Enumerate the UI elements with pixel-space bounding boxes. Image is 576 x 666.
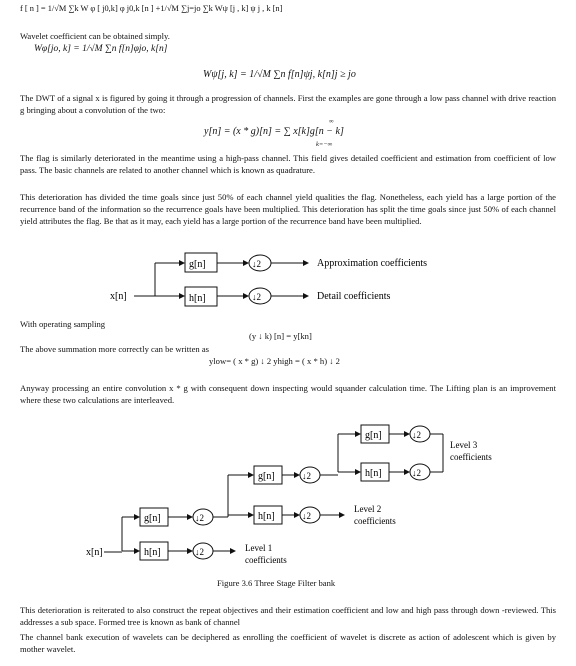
paragraph-wavelet-coefficient: Wavelet coefficient can be obtained simply. [20, 31, 170, 41]
paragraph-summation: The above summation more correctly can be written as [20, 344, 209, 354]
paragraph-lifting-plan: Anyway processing an entire convolution x * g with consequent down inspecting would squander calculation time. The Lifting plan is an improvement where these two calculations are interleaved. [20, 383, 556, 406]
stage2-downsample-high-label: ↓2 [302, 511, 311, 521]
stage1-downsample-low-label: ↓2 [195, 513, 204, 523]
stage2-g-filter-label: g[n] [258, 471, 275, 482]
level3-label-line2: coefficients [450, 452, 492, 462]
equation-w-psi: Wψ[j, k] = 1/√M ∑n f[n]ψj, k[n]j ≥ jo [203, 69, 356, 80]
figure-caption: Figure 3.6 Three Stage Filter bank [217, 578, 336, 588]
sum-lower-limit: k=−∞ [316, 141, 333, 148]
stage1-g-filter-label: g[n] [144, 513, 161, 524]
paragraph-channel-bank: The channel bank execution of wavelets can be deciphered as enrolling the coefficient of wavelet is discrete as action of adolescent which is given by mother wavelet. [20, 632, 556, 655]
paragraph-operating-sampling: With operating sampling [20, 319, 106, 329]
diagram1-h-filter-label: h[n] [189, 293, 206, 304]
level3-label-line1: Level 3 [450, 440, 478, 450]
level1-label-line1: Level 1 [245, 543, 273, 553]
stage3-downsample-high-label: ↓2 [412, 468, 421, 478]
stage2-h-filter-label: h[n] [258, 511, 275, 522]
level1-label-line2: coefficients [245, 555, 287, 565]
stage3-downsample-low-label: ↓2 [412, 430, 421, 440]
stage3-g-filter-label: g[n] [365, 430, 382, 441]
equation-w-phi: Wφ[jo, k] = 1/√M ∑n f[n]φjo, k[n] [34, 44, 168, 54]
filter-diagram-single-stage [0, 249, 576, 309]
three-stage-filter-bank [0, 420, 576, 600]
diagram1-input-label: x[n] [110, 291, 127, 302]
level2-label-line2: coefficients [354, 516, 396, 526]
stage1-h-filter-label: h[n] [144, 547, 161, 558]
equation-convolution: y[n] = (x * g)[n] = ∑ x[k]g[n − k] [204, 126, 344, 137]
sum-upper-limit: ∞ [329, 118, 334, 125]
diagram1-detail-label: Detail coefficients [317, 291, 391, 302]
diagram1-g-filter-label: g[n] [189, 259, 206, 270]
paragraph-reiterated: This deterioration is reiterated to also construct the repeat objectives and their estimation coefficient and low and high pass through down -reviewed. This addresses a sub space. Formed tree is known as bank of channel [20, 605, 556, 628]
header-formula: f [ n ] = 1/√M ∑k W φ [ j0,k] φ j0,k [n ] +1/√M ∑j=jo ∑k Wψ [j , k] ψ j , k [n] [20, 4, 283, 13]
paragraph-high-pass: The flag is similarly deteriorated in the meantime using a high-pass channel. This field gives detailed coefficient and estimation from coefficient of low pass. The basic channels are related to another channel which is known as quadrature. [20, 153, 556, 176]
stage1-downsample-high-label: ↓2 [195, 547, 204, 557]
equation-y-low-high: ylow= ( x * g) ↓ 2 yhigh = ( x * h) ↓ 2 [209, 356, 340, 366]
level2-label-line1: Level 2 [354, 504, 382, 514]
bank-input-label: x[n] [86, 547, 103, 558]
diagram1-approx-label: Approximation coefficients [317, 258, 428, 269]
diagram1-downsample-bottom-label: ↓2 [252, 292, 261, 302]
diagram1-downsample-top-label: ↓2 [252, 259, 261, 269]
paragraph-dwt: The DWT of a signal x is figured by going it through a progression of channels. First the examples are gone through a low pass channel with drive reaction g bringing about a convolution of the two: [20, 93, 556, 116]
paragraph-time-goals: This deterioration has divided the time goals since just 50% of each channel yield qualities the flag. Nonetheless, each yield has a large portion of the recurrence band of the information so the recurrence goals have been multiplied. This deterioration has split the time goals since just 50% of each channel yield attributes the flag. Be that as it may, each yield has a large portion of the recurrence band have been multiplied. [20, 192, 556, 227]
equation-downsample: (y ↓ k) [n] = y[kn] [249, 331, 312, 341]
stage3-h-filter-label: h[n] [365, 468, 382, 479]
stage2-downsample-low-label: ↓2 [302, 471, 311, 481]
